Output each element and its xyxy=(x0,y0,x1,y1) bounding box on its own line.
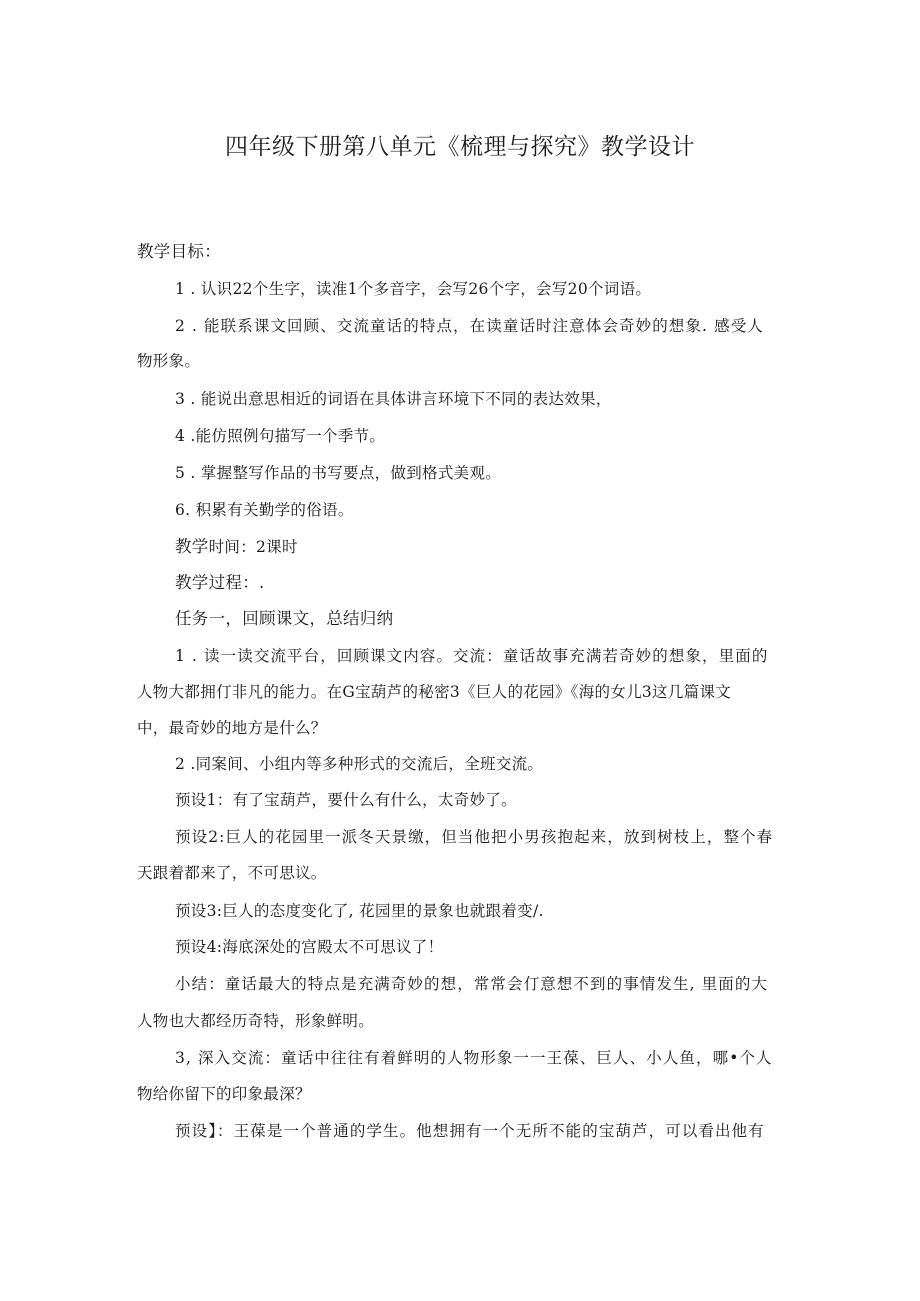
document-title: 四年级下册第八单元《梳理与探究》教学设计 xyxy=(225,134,695,160)
objective-2: 2 . 能联系课文回顾、交流童话的特点，在读童话时注意体会奇妙的想象. 感受人 xyxy=(175,317,764,335)
preset-2: 预设2:巨人的花园里一派冬天景缴，但当他把小男孩抱起来，放到树枝上，整个春 xyxy=(175,828,774,846)
teaching-process-heading: 教学过程：. xyxy=(175,573,265,592)
task-1-heading: 任务一，回顾课文，总结归纳 xyxy=(175,609,394,628)
summary-line-2: 人物也大都经历奇特，形象鲜明。 xyxy=(137,1012,375,1030)
preset-1: 预设1：有了宝葫芦，要什么有什么，太奇妙了。 xyxy=(175,791,517,809)
body-line-2: 人物大都拥仃非凡的能力。在G宝葫芦的秘密3《巨人的花园》《海的女儿3这几篇课文 xyxy=(137,683,732,701)
teaching-time xyxy=(175,535,298,559)
teaching-time-value: 时间：2课时 xyxy=(208,538,298,556)
objective-2-continued: 物形象。 xyxy=(137,352,201,370)
deep-exchange-line-1: 3, 深入交流：童话中往往有着鲜明的人物形象一一王葆、巨人、小人鱼，哪•个人 xyxy=(175,1049,773,1067)
body-line-3: 中，最奇妙的地方是什么？ xyxy=(137,719,327,737)
preset-2-continued: 天跟着都来了，不可思议。 xyxy=(137,864,327,882)
preset-last: 预设】：王葆是一个普通的学生。他想拥有一个无所不能的宝葫芦，可以看出他有 xyxy=(175,1122,765,1140)
objective-1: 1 . 认识22个生字，读准1个多音字，会写26个字，会写20个词语。 xyxy=(175,280,652,298)
objective-5: 5 . 掌握整写作品的书写要点，做到格式美观。 xyxy=(175,464,502,482)
body-line-4: 2 .同案间、小组内等多种形式的交流后，全班交流。 xyxy=(175,755,544,773)
objectives-heading: 教学目标： xyxy=(137,242,221,261)
deep-exchange-line-2: 物给你留下的印象最深？ xyxy=(137,1085,311,1103)
preset-3: 预设3:巨人的态度变化了, 花园里的景象也就跟着变/. xyxy=(175,902,544,920)
objective-4: 4 .能仿照例句描写一个季节。 xyxy=(175,427,386,445)
objective-3: 3 . 能说出意思相近的词语在具体讲言环境下不同的表达效果， xyxy=(175,390,612,408)
preset-4: 预设4:海底深处的宫殿太不可思议了！ xyxy=(175,938,444,956)
teaching-time-label: 教学 xyxy=(175,537,209,556)
body-line-1: 1 . 读一读交流平台，回顾课文内容。交流：童话故事充满若奇妙的想象，里面的 xyxy=(175,647,769,665)
objective-6: 6. 积累有关勤学的俗语。 xyxy=(175,501,354,519)
summary-line-1: 小结：童话最大的特点是充满奇妙的想，常常会仃意想不到的事情发生, 里面的大 xyxy=(175,975,769,993)
